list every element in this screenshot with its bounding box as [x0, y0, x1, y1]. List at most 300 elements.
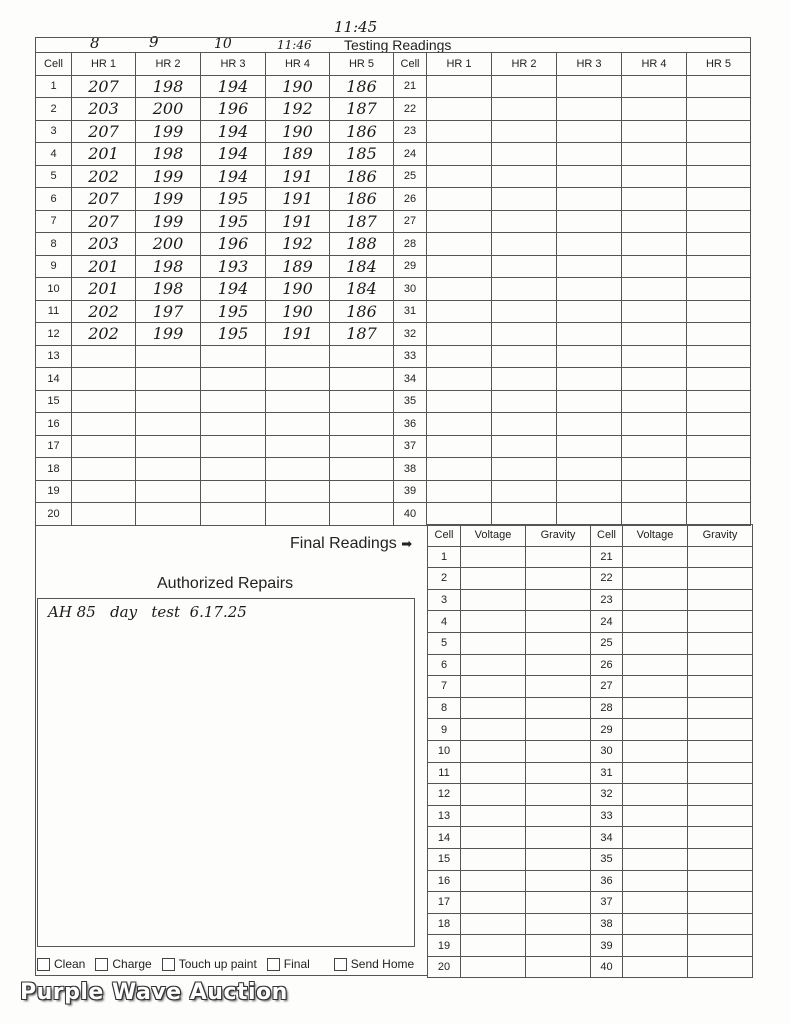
- reading-hr2: [136, 435, 201, 458]
- final-row: [428, 654, 753, 676]
- final-row: [428, 935, 753, 957]
- reading-hr4: 190: [266, 120, 330, 143]
- reading-hr2-2: [492, 188, 557, 211]
- reading-hr5-2: [687, 278, 751, 301]
- reading-hr4-2: [622, 368, 687, 391]
- final-voltage-2: [623, 697, 688, 719]
- cell-number-2: 40: [394, 503, 427, 526]
- reading-hr5-2: [687, 75, 751, 98]
- final-cell-number: 10: [428, 740, 461, 762]
- final-gravity: [526, 589, 591, 611]
- cell-number-2: 28: [394, 233, 427, 256]
- reading-hr1-2: [427, 323, 492, 346]
- col-hr5: HR 5: [330, 53, 394, 76]
- reading-hr4: [266, 458, 330, 481]
- hour-mark-3: 10: [214, 36, 232, 52]
- col-hr3-2: HR 3: [557, 53, 622, 76]
- final-cell-number: 9: [428, 719, 461, 741]
- reading-hr1-2: [427, 210, 492, 233]
- reading-hr4: [266, 480, 330, 503]
- reading-hr4-2: [622, 98, 687, 121]
- reading-hr3: 195: [201, 300, 266, 323]
- final-voltage: [461, 611, 526, 633]
- repairs-title: Authorized Repairs: [157, 575, 294, 592]
- reading-hr3-2: [557, 413, 622, 436]
- final-cell-number: 7: [428, 676, 461, 698]
- reading-hr5: [330, 390, 394, 413]
- final-row: [428, 784, 753, 806]
- reading-hr2: [136, 413, 201, 436]
- final-voltage: [461, 719, 526, 741]
- reading-hr2: [136, 368, 201, 391]
- reading-hr5: 185: [330, 143, 394, 166]
- reading-hr2-2: [492, 345, 557, 368]
- checkbox-square-icon: [334, 958, 347, 971]
- reading-hr2: 198: [136, 255, 201, 278]
- reading-hr1: 203: [72, 233, 136, 256]
- final-row: [428, 913, 753, 935]
- cell-number: 5: [36, 165, 72, 188]
- final-cell-number-2: 27: [591, 676, 623, 698]
- reading-hr2-2: [492, 435, 557, 458]
- reading-hr2: [136, 480, 201, 503]
- testing-title: Testing Readings: [344, 37, 452, 53]
- final-cell-number-2: 22: [591, 568, 623, 590]
- final-cell-number: 6: [428, 654, 461, 676]
- reading-hr3-2: [557, 188, 622, 211]
- final-row: [428, 870, 753, 892]
- testing-row: [36, 435, 751, 458]
- final-gravity: [526, 740, 591, 762]
- reading-hr4: [266, 368, 330, 391]
- reading-hr5-2: [687, 458, 751, 481]
- cell-number: 13: [36, 345, 72, 368]
- reading-hr2: 199: [136, 210, 201, 233]
- reading-hr1: 202: [72, 323, 136, 346]
- reading-hr3-2: [557, 503, 622, 526]
- testing-row: [36, 75, 751, 98]
- hour-mark-1: 8: [90, 34, 100, 52]
- final-cell-number-2: 35: [591, 848, 623, 870]
- reading-hr5: 186: [330, 120, 394, 143]
- final-voltage-2: [623, 654, 688, 676]
- final-gravity: [526, 805, 591, 827]
- cell-number-2: 38: [394, 458, 427, 481]
- reading-hr2-2: [492, 120, 557, 143]
- final-cell-number: 11: [428, 762, 461, 784]
- reading-hr1-2: [427, 233, 492, 256]
- reading-hr3: 195: [201, 210, 266, 233]
- reading-hr5-2: [687, 165, 751, 188]
- final-cell-number-2: 33: [591, 805, 623, 827]
- final-gravity-2: [688, 589, 753, 611]
- cell-number: 14: [36, 368, 72, 391]
- cell-number-2: 34: [394, 368, 427, 391]
- reading-hr1: [72, 480, 136, 503]
- reading-hr3: 194: [201, 143, 266, 166]
- reading-hr5: 187: [330, 323, 394, 346]
- final-cell-number-2: 23: [591, 589, 623, 611]
- cell-number-2: 35: [394, 390, 427, 413]
- col-hr1: HR 1: [72, 53, 136, 76]
- final-cell-number-2: 21: [591, 546, 623, 568]
- reading-hr1: 201: [72, 278, 136, 301]
- reading-hr5: 187: [330, 98, 394, 121]
- reading-hr4-2: [622, 143, 687, 166]
- testing-row: [36, 300, 751, 323]
- checkbox-final[interactable]: [267, 957, 310, 971]
- reading-hr4: 192: [266, 98, 330, 121]
- checkbox-clean[interactable]: [37, 957, 85, 971]
- reading-hr2-2: [492, 413, 557, 436]
- reading-hr2: 200: [136, 233, 201, 256]
- cell-number-2: 25: [394, 165, 427, 188]
- testing-row: [36, 188, 751, 211]
- cell-number: 12: [36, 323, 72, 346]
- final-row: [428, 546, 753, 568]
- checkbox-touch-up-paint[interactable]: [162, 957, 257, 971]
- cell-number-2: 24: [394, 143, 427, 166]
- final-voltage-2: [623, 805, 688, 827]
- reading-hr5-2: [687, 480, 751, 503]
- testing-row: [36, 503, 751, 526]
- testing-title-bar: [35, 37, 751, 53]
- reading-hr5: 186: [330, 300, 394, 323]
- reading-hr3: 194: [201, 278, 266, 301]
- reading-hr4: 190: [266, 75, 330, 98]
- reading-hr1: [72, 390, 136, 413]
- reading-hr4-2: [622, 233, 687, 256]
- reading-hr2: 198: [136, 75, 201, 98]
- final-voltage-2: [623, 827, 688, 849]
- testing-row: [36, 323, 751, 346]
- reading-hr2: [136, 390, 201, 413]
- reading-hr5-2: [687, 323, 751, 346]
- reading-hr1: [72, 368, 136, 391]
- final-voltage: [461, 632, 526, 654]
- final-cell-number: 3: [428, 589, 461, 611]
- reading-hr5: [330, 368, 394, 391]
- reading-hr2: 198: [136, 278, 201, 301]
- checkbox-send-home[interactable]: [334, 957, 414, 971]
- reading-hr2-2: [492, 480, 557, 503]
- reading-hr5: [330, 345, 394, 368]
- cell-number: 18: [36, 458, 72, 481]
- final-gravity: [526, 827, 591, 849]
- testing-row: [36, 233, 751, 256]
- final-gravity-2: [688, 805, 753, 827]
- reading-hr3: [201, 503, 266, 526]
- final-gravity: [526, 913, 591, 935]
- final-cell-number: 8: [428, 697, 461, 719]
- reading-hr1-2: [427, 458, 492, 481]
- final-cell-number-2: 36: [591, 870, 623, 892]
- reading-hr1-2: [427, 255, 492, 278]
- reading-hr2-2: [492, 210, 557, 233]
- cell-number: 1: [36, 75, 72, 98]
- final-gravity-2: [688, 784, 753, 806]
- final-gravity: [526, 870, 591, 892]
- reading-hr1-2: [427, 278, 492, 301]
- final-voltage-2: [623, 589, 688, 611]
- final-gravity-2: [688, 697, 753, 719]
- final-voltage-2: [623, 546, 688, 568]
- reading-hr5: 184: [330, 278, 394, 301]
- final-voltage: [461, 676, 526, 698]
- reading-hr4-2: [622, 480, 687, 503]
- final-cell-number: 4: [428, 611, 461, 633]
- reading-hr5-2: [687, 345, 751, 368]
- final-row: [428, 589, 753, 611]
- reading-hr1: [72, 435, 136, 458]
- cell-number: 2: [36, 98, 72, 121]
- reading-hr2: 199: [136, 323, 201, 346]
- reading-hr4-2: [622, 413, 687, 436]
- checkbox-charge[interactable]: [95, 957, 151, 971]
- final-voltage-2: [623, 762, 688, 784]
- reading-hr1: 203: [72, 98, 136, 121]
- reading-hr4: [266, 345, 330, 368]
- final-voltage: [461, 805, 526, 827]
- final-voltage: [461, 697, 526, 719]
- reading-hr1-2: [427, 413, 492, 436]
- final-row: [428, 892, 753, 914]
- reading-hr4: 192: [266, 233, 330, 256]
- reading-hr1: 207: [72, 210, 136, 233]
- final-row: [428, 740, 753, 762]
- cell-number-2: 30: [394, 278, 427, 301]
- checkbox-square-icon: [37, 958, 50, 971]
- cell-number: 7: [36, 210, 72, 233]
- final-cell-number-2: 37: [591, 892, 623, 914]
- reading-hr3: [201, 413, 266, 436]
- cell-number-2: 22: [394, 98, 427, 121]
- reading-hr4-2: [622, 345, 687, 368]
- reading-hr1-2: [427, 75, 492, 98]
- reading-hr3: [201, 390, 266, 413]
- reading-hr2-2: [492, 98, 557, 121]
- top-time: 11:45: [334, 18, 378, 36]
- reading-hr4-2: [622, 300, 687, 323]
- reading-hr3-2: [557, 345, 622, 368]
- reading-hr1-2: [427, 390, 492, 413]
- final-voltage: [461, 654, 526, 676]
- checkbox-label-final: Final: [283, 957, 310, 971]
- final-cell-number: 2: [428, 568, 461, 590]
- reading-hr5: [330, 413, 394, 436]
- cell-number: 4: [36, 143, 72, 166]
- testing-row: [36, 120, 751, 143]
- cell-number: 16: [36, 413, 72, 436]
- final-voltage: [461, 956, 526, 978]
- col-cell-2: Cell: [394, 53, 427, 76]
- reading-hr1-2: [427, 435, 492, 458]
- final-gravity: [526, 611, 591, 633]
- final-gravity: [526, 935, 591, 957]
- reading-hr4-2: [622, 120, 687, 143]
- testing-row: [36, 98, 751, 121]
- reading-hr2: [136, 345, 201, 368]
- cell-number: 10: [36, 278, 72, 301]
- final-voltage: [461, 870, 526, 892]
- reading-hr4-2: [622, 503, 687, 526]
- testing-body: [36, 75, 751, 525]
- final-voltage: [461, 784, 526, 806]
- final-gravity-2: [688, 676, 753, 698]
- final-cell-number: 16: [428, 870, 461, 892]
- reading-hr3-2: [557, 323, 622, 346]
- testing-row: [36, 368, 751, 391]
- testing-row: [36, 210, 751, 233]
- testing-row: [36, 143, 751, 166]
- final-cell-number: 17: [428, 892, 461, 914]
- reading-hr4: 190: [266, 300, 330, 323]
- reading-hr3-2: [557, 255, 622, 278]
- reading-hr2: 197: [136, 300, 201, 323]
- reading-hr2: [136, 458, 201, 481]
- final-cell-number-2: 25: [591, 632, 623, 654]
- reading-hr5-2: [687, 368, 751, 391]
- final-col-gravity-2: Gravity: [688, 525, 753, 547]
- reading-hr3-2: [557, 480, 622, 503]
- final-voltage: [461, 740, 526, 762]
- reading-hr1: 202: [72, 165, 136, 188]
- reading-hr3: 196: [201, 98, 266, 121]
- final-voltage-2: [623, 568, 688, 590]
- final-voltage-2: [623, 611, 688, 633]
- final-cell-number-2: 34: [591, 827, 623, 849]
- final-gravity: [526, 632, 591, 654]
- reading-hr1: [72, 413, 136, 436]
- reading-hr5-2: [687, 98, 751, 121]
- final-cell-number: 15: [428, 848, 461, 870]
- final-gravity: [526, 654, 591, 676]
- final-col-cell-2: Cell: [591, 525, 623, 547]
- cell-number-2: 26: [394, 188, 427, 211]
- reading-hr5: 184: [330, 255, 394, 278]
- reading-hr3-2: [557, 120, 622, 143]
- reading-hr4: 191: [266, 323, 330, 346]
- reading-hr5: 186: [330, 188, 394, 211]
- reading-hr4-2: [622, 255, 687, 278]
- reading-hr3-2: [557, 390, 622, 413]
- final-cell-number: 1: [428, 546, 461, 568]
- col-cell: Cell: [36, 53, 72, 76]
- final-col-voltage: Voltage: [461, 525, 526, 547]
- checkbox-label-touch-up-paint: Touch up paint: [178, 957, 257, 971]
- final-row: [428, 827, 753, 849]
- final-voltage: [461, 589, 526, 611]
- testing-readings-table: [35, 52, 751, 526]
- reading-hr2-2: [492, 165, 557, 188]
- final-voltage: [461, 848, 526, 870]
- reading-hr3: 194: [201, 165, 266, 188]
- reading-hr2: 199: [136, 165, 201, 188]
- reading-hr4: 189: [266, 255, 330, 278]
- final-voltage: [461, 568, 526, 590]
- final-gravity: [526, 697, 591, 719]
- col-hr3: HR 3: [201, 53, 266, 76]
- repairs-box: [37, 598, 415, 947]
- final-header-row: [428, 525, 753, 547]
- final-gravity-2: [688, 568, 753, 590]
- reading-hr4: 189: [266, 143, 330, 166]
- col-hr2-2: HR 2: [492, 53, 557, 76]
- final-gravity-2: [688, 827, 753, 849]
- reading-hr2-2: [492, 143, 557, 166]
- final-row: [428, 762, 753, 784]
- reading-hr3: 196: [201, 233, 266, 256]
- final-col-voltage-2: Voltage: [623, 525, 688, 547]
- reading-hr5-2: [687, 503, 751, 526]
- final-voltage-2: [623, 848, 688, 870]
- final-readings-text: Final Readings: [290, 535, 397, 552]
- col-hr4-2: HR 4: [622, 53, 687, 76]
- reading-hr3: [201, 458, 266, 481]
- final-row: [428, 611, 753, 633]
- final-gravity: [526, 719, 591, 741]
- reading-hr5-2: [687, 435, 751, 458]
- final-gravity-2: [688, 654, 753, 676]
- reading-hr1: 201: [72, 143, 136, 166]
- final-gravity-2: [688, 546, 753, 568]
- reading-hr5: [330, 458, 394, 481]
- cell-number-2: 27: [394, 210, 427, 233]
- final-gravity-2: [688, 762, 753, 784]
- final-cell-number-2: 32: [591, 784, 623, 806]
- final-gravity-2: [688, 935, 753, 957]
- cell-number-2: 32: [394, 323, 427, 346]
- final-row: [428, 719, 753, 741]
- cell-number-2: 31: [394, 300, 427, 323]
- reading-hr3-2: [557, 75, 622, 98]
- final-gravity: [526, 848, 591, 870]
- reading-hr1-2: [427, 120, 492, 143]
- final-readings-table: [427, 524, 753, 978]
- reading-hr1-2: [427, 480, 492, 503]
- reading-hr1: 201: [72, 255, 136, 278]
- final-gravity-2: [688, 632, 753, 654]
- reading-hr1: [72, 345, 136, 368]
- reading-hr2-2: [492, 390, 557, 413]
- testing-row: [36, 413, 751, 436]
- final-voltage-2: [623, 719, 688, 741]
- final-cell-number-2: 24: [591, 611, 623, 633]
- final-gravity-2: [688, 740, 753, 762]
- final-col-cell: Cell: [428, 525, 461, 547]
- final-voltage-2: [623, 632, 688, 654]
- reading-hr4-2: [622, 323, 687, 346]
- reading-hr4: 191: [266, 165, 330, 188]
- reading-hr3: 194: [201, 120, 266, 143]
- reading-hr3-2: [557, 165, 622, 188]
- final-voltage-2: [623, 676, 688, 698]
- final-cell-number-2: 40: [591, 956, 623, 978]
- testing-row: [36, 255, 751, 278]
- reading-hr2-2: [492, 75, 557, 98]
- final-voltage: [461, 762, 526, 784]
- reading-hr5-2: [687, 413, 751, 436]
- final-cell-number: 20: [428, 956, 461, 978]
- reading-hr3: [201, 435, 266, 458]
- col-hr4: HR 4: [266, 53, 330, 76]
- final-cell-number-2: 31: [591, 762, 623, 784]
- reading-hr2: 198: [136, 143, 201, 166]
- final-row: [428, 568, 753, 590]
- cell-number-2: 23: [394, 120, 427, 143]
- final-row: [428, 632, 753, 654]
- final-gravity-2: [688, 913, 753, 935]
